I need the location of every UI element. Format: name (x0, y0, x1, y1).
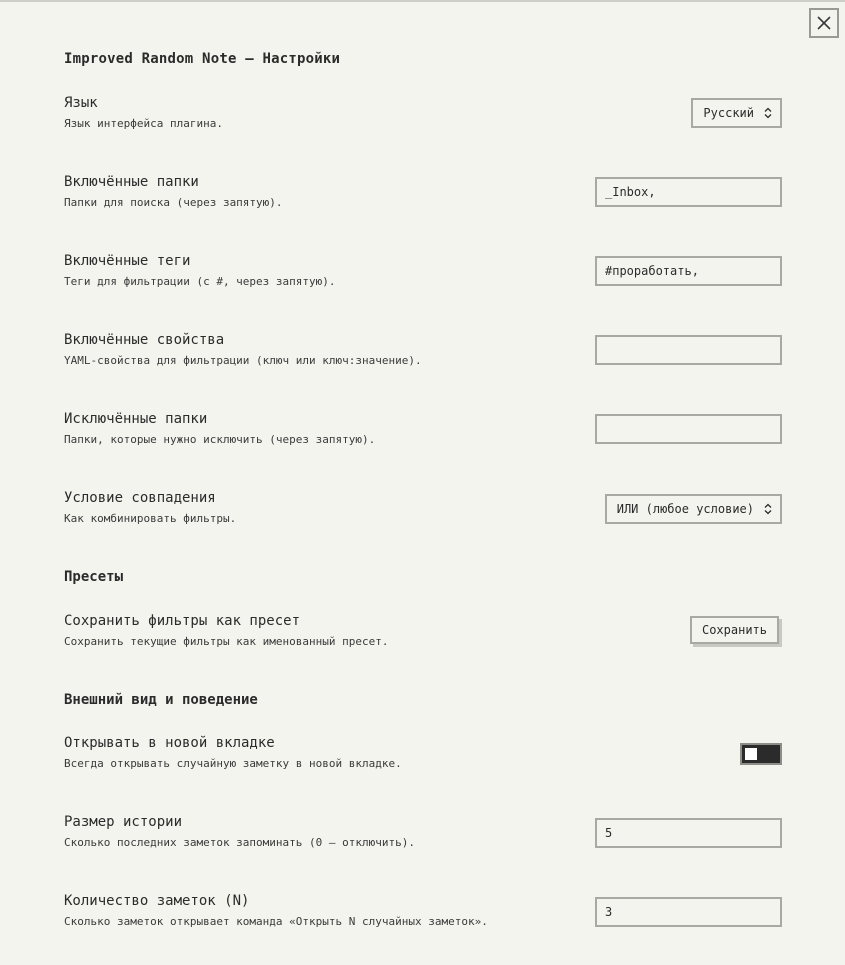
toggle-knob (745, 748, 757, 760)
included-folders-input[interactable] (595, 177, 782, 207)
language-select-value: Русский (703, 106, 754, 120)
setting-description: Папки, которые нужно исключить (через запятую). (64, 433, 376, 446)
setting-description: Сколько последних заметок запоминать (0 — отключить). (64, 836, 415, 849)
excluded-folders-input[interactable] (595, 414, 782, 444)
setting-name: Количество заметок (N) (64, 893, 250, 909)
setting-name: Включённые свойства (64, 332, 225, 348)
setting-name: Исключённые папки (64, 411, 208, 427)
setting-description: Как комбинировать фильтры. (64, 512, 237, 525)
setting-name: Язык (64, 95, 98, 111)
language-select[interactable] (691, 98, 782, 128)
setting-included-properties (64, 332, 782, 376)
open-new-tab-toggle[interactable] (740, 743, 782, 765)
setting-language (64, 95, 782, 139)
setting-description: Сохранить текущие фильтры как именованный пресет. (64, 635, 389, 648)
notes-count-input[interactable] (595, 897, 782, 927)
chevron-up-down-icon (764, 107, 772, 119)
setting-description: Сколько заметок открывает команда «Открыть N случайных заметок». (64, 915, 488, 928)
history-size-input[interactable] (595, 818, 782, 848)
setting-name: Сохранить фильтры как пресет (64, 613, 301, 629)
included-tags-input[interactable] (595, 256, 782, 286)
setting-excluded-folders (64, 411, 782, 455)
setting-name: Условие совпадения (64, 490, 216, 506)
chevron-up-down-icon (764, 503, 772, 515)
setting-description: Теги для фильтрации (с #, через запятую). (64, 275, 336, 288)
top-border (0, 0, 845, 2)
setting-description: YAML-свойства для фильтрации (ключ или ключ:значение). (64, 354, 422, 367)
setting-included-tags (64, 253, 782, 297)
setting-description: Папки для поиска (через запятую). (64, 196, 283, 209)
setting-description: Язык интерфейса плагина. (64, 117, 223, 130)
setting-description: Всегда открывать случайную заметку в новой вкладке. (64, 757, 402, 770)
setting-history-size (64, 814, 782, 858)
section-heading-presets: Пресеты (64, 569, 124, 585)
setting-notes-count (64, 893, 782, 937)
page-title: Improved Random Note — Настройки (64, 51, 341, 67)
save-preset-button[interactable]: Сохранить (690, 616, 779, 644)
setting-open-new-tab (64, 735, 782, 779)
setting-name: Включённые папки (64, 174, 199, 190)
setting-included-folders (64, 174, 782, 218)
section-heading-appearance: Внешний вид и поведение (64, 692, 258, 708)
close-icon (817, 16, 831, 30)
close-button[interactable] (809, 8, 839, 38)
setting-name: Размер истории (64, 814, 183, 830)
setting-save-preset (64, 613, 782, 657)
included-properties-input[interactable] (595, 335, 782, 365)
setting-name: Включённые теги (64, 253, 191, 269)
setting-match-condition (64, 490, 782, 534)
setting-name: Открывать в новой вкладке (64, 735, 275, 751)
match-condition-select[interactable] (605, 494, 782, 524)
match-condition-select-value: ИЛИ (любое условие) (616, 502, 754, 516)
